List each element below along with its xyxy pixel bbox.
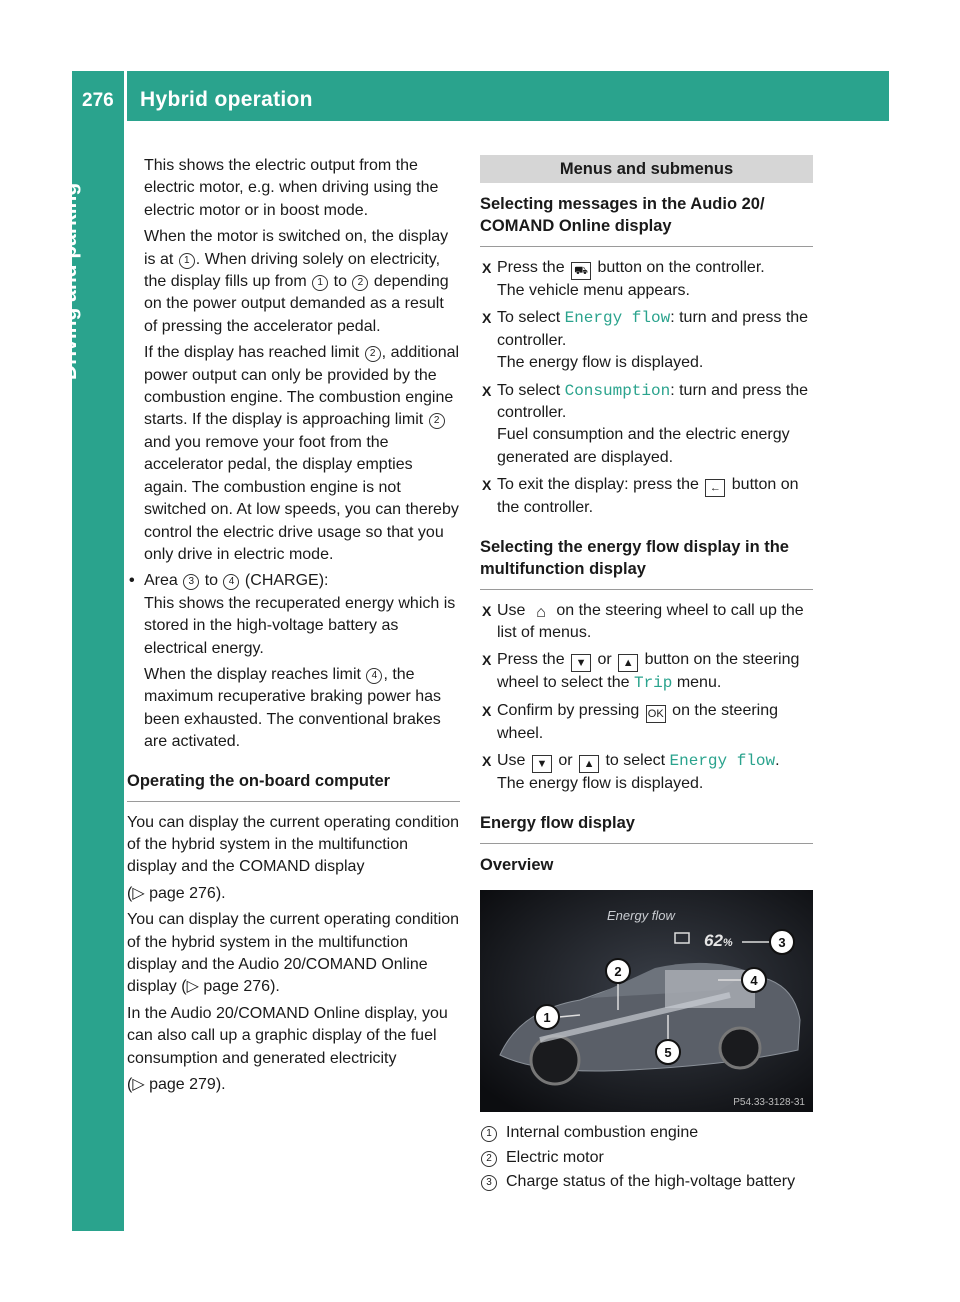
text: If the display has reached limit bbox=[144, 344, 364, 362]
paragraph: You can display the current operating condition of the hybrid system in the multifunction display and the Audio 20/COMAND Online display (▷ page 276). bbox=[127, 911, 460, 996]
text: depending on the power output demanded as a result of pressing the accelerator pedal. bbox=[144, 273, 449, 335]
marker-3-icon: 3 bbox=[183, 574, 199, 590]
left-indent-block bbox=[127, 593, 460, 754]
left-indent-block bbox=[127, 155, 460, 566]
step-item bbox=[480, 307, 813, 374]
menu-term: Consumption bbox=[564, 381, 671, 400]
step-item bbox=[480, 750, 813, 795]
section-heading: Selecting the energy flow display in the multifunction display bbox=[480, 536, 813, 590]
text: Use bbox=[497, 601, 530, 619]
text: To exit the display: press the bbox=[497, 476, 704, 494]
marker-1-label: 1 bbox=[543, 1010, 551, 1026]
step-result: The vehicle menu appears. bbox=[497, 282, 690, 299]
marker-4-label: 4 bbox=[750, 973, 758, 989]
step-item bbox=[480, 600, 813, 645]
rear-wheel-shape bbox=[720, 1028, 760, 1068]
marker-3-icon: 3 bbox=[481, 1175, 497, 1191]
text: . When driving solely on electricity, the display fills up from bbox=[144, 250, 441, 291]
text: button on the controller. bbox=[593, 259, 765, 276]
menu-term: Trip bbox=[633, 674, 673, 693]
menu-term: Energy flow bbox=[564, 309, 671, 328]
text: When the motor is switched on, the display is at bbox=[144, 228, 449, 268]
text: , additional power output can only be provided by the combustion engine. The combustion engine starts. If the display is approaching limit bbox=[144, 344, 460, 429]
text: Press the bbox=[497, 259, 570, 276]
figure-code: P54.33-3128-31 bbox=[733, 1097, 805, 1109]
section-heading: Energy flow display bbox=[480, 812, 813, 844]
text: Confirm by pressing bbox=[497, 701, 644, 719]
marker-1-icon bbox=[535, 1005, 559, 1029]
right-column bbox=[480, 155, 813, 1195]
up-arrow-icon: ▲ bbox=[618, 654, 638, 672]
paragraph bbox=[144, 664, 460, 754]
text: menu. bbox=[672, 674, 722, 692]
header-divider bbox=[124, 71, 127, 121]
overview-heading: Overview bbox=[480, 855, 554, 874]
step-result: The energy flow is displayed. bbox=[497, 775, 704, 793]
paragraph: In the Audio 20/COMAND Online display, you can also call up a graphic display of the fuel consumption and generated electricity bbox=[127, 1004, 448, 1067]
page-title: Hybrid operation bbox=[140, 88, 313, 111]
text: on the steering wheel to call up the list of menus. bbox=[497, 601, 804, 642]
text: : turn and press the controller. bbox=[497, 381, 809, 422]
marker-4-icon: 4 bbox=[223, 574, 239, 590]
vehicle-icon: ⛟ bbox=[571, 262, 591, 280]
marker-2-icon: 2 bbox=[352, 275, 368, 291]
legend-item bbox=[480, 1171, 813, 1193]
text: To select bbox=[497, 309, 565, 327]
text: (CHARGE): bbox=[240, 572, 329, 590]
text: To select bbox=[497, 381, 565, 399]
up-arrow-icon: ▲ bbox=[579, 755, 599, 773]
step-item bbox=[480, 649, 813, 694]
chapter-label: Driving and parking bbox=[58, 182, 81, 380]
back-icon: ← bbox=[705, 479, 725, 497]
marker-4-icon: 4 bbox=[366, 668, 382, 684]
legend-text: Internal combustion engine bbox=[506, 1124, 699, 1142]
marker-1-icon: 1 bbox=[312, 275, 328, 291]
marker-2-label: 2 bbox=[614, 964, 622, 980]
marker-2-icon: 2 bbox=[365, 346, 381, 362]
step-item bbox=[480, 257, 813, 302]
step-item bbox=[480, 380, 813, 470]
step-item bbox=[480, 474, 813, 519]
marker-3-icon bbox=[770, 930, 794, 954]
marker-2-icon: 2 bbox=[481, 1151, 497, 1167]
bullet-item bbox=[127, 570, 460, 592]
figure-title: Energy flow bbox=[607, 908, 675, 924]
charge-percent-value: 62 bbox=[704, 931, 723, 951]
step-item bbox=[480, 700, 813, 745]
text: : turn and press the controller. bbox=[497, 309, 809, 349]
marker-2-icon bbox=[606, 959, 630, 983]
text: or bbox=[553, 752, 578, 770]
text: , the maximum recuperative braking power has been exhausted. The conventional brakes are activated. bbox=[144, 665, 442, 751]
section-heading: Selecting messages in the Audio 20/ COMAND Online display bbox=[480, 193, 813, 247]
paragraph: You can display the current operating condition of the hybrid system in the multifunction display and the COMAND display bbox=[127, 813, 460, 876]
marker-2-icon: 2 bbox=[429, 413, 445, 429]
menus-banner: Menus and submenus bbox=[480, 155, 813, 183]
step-result: Fuel consumption and the electric energy generated are displayed. bbox=[497, 426, 790, 466]
energy-flow-figure bbox=[480, 890, 813, 1112]
text: Use bbox=[497, 752, 530, 770]
text: on the steering wheel. bbox=[497, 701, 779, 742]
legend-text: Electric motor bbox=[506, 1148, 604, 1166]
marker-5-icon bbox=[656, 1040, 680, 1064]
down-arrow-icon: ▼ bbox=[532, 755, 552, 773]
front-wheel-shape bbox=[531, 1036, 579, 1084]
ok-key-icon: OK bbox=[646, 705, 666, 723]
marker-1-icon: 1 bbox=[481, 1126, 497, 1142]
text: Area bbox=[144, 572, 183, 590]
marker-1-icon: 1 bbox=[179, 253, 195, 269]
page-number: 276 bbox=[82, 90, 114, 111]
legend-text: Charge status of the high-voltage battery bbox=[506, 1172, 796, 1190]
paragraph bbox=[144, 226, 460, 338]
marker-4-icon bbox=[742, 968, 766, 992]
text: button on the steering wheel to select the bbox=[497, 651, 800, 692]
down-arrow-icon: ▼ bbox=[571, 654, 591, 672]
text: to select bbox=[601, 752, 670, 770]
step-result: The energy flow is displayed. bbox=[497, 354, 704, 372]
paragraph[interactable]: (▷ page 276). bbox=[127, 884, 226, 902]
text: or bbox=[593, 651, 617, 669]
paragraph: This shows the electric output from the electric motor, e.g. when driving using the electric motor or in boost mode. bbox=[144, 157, 439, 219]
section-heading: Operating the on-board computer bbox=[127, 770, 460, 802]
text: button on the controller. bbox=[497, 476, 799, 517]
left-column bbox=[127, 155, 460, 1100]
text: to bbox=[200, 572, 223, 590]
text: to bbox=[329, 273, 352, 291]
paragraph: This shows the recuperated energy which is stored in the high-voltage battery as electrical energy. bbox=[144, 594, 456, 657]
text: and you remove your foot from the accelerator pedal, the display empties again. The combustion engine is not switched on. At low speeds, you can thereby control the electric drive usage so that you only drive in electric mode. bbox=[144, 433, 459, 563]
marker-3-label: 3 bbox=[778, 935, 786, 951]
charge-percent-unit: % bbox=[722, 937, 733, 950]
marker-5-label: 5 bbox=[664, 1045, 672, 1061]
home-icon: ⌂ bbox=[536, 603, 546, 621]
paragraph[interactable]: (▷ page 279). bbox=[127, 1076, 226, 1094]
text: . bbox=[775, 752, 780, 770]
menu-term: Energy flow bbox=[669, 752, 776, 771]
paragraph bbox=[144, 342, 460, 566]
text: Press the bbox=[497, 651, 570, 669]
legend-item bbox=[480, 1122, 813, 1144]
text: When the display reaches limit bbox=[144, 665, 366, 683]
energy-flow-illustration bbox=[480, 890, 813, 1112]
legend-item bbox=[480, 1147, 813, 1169]
